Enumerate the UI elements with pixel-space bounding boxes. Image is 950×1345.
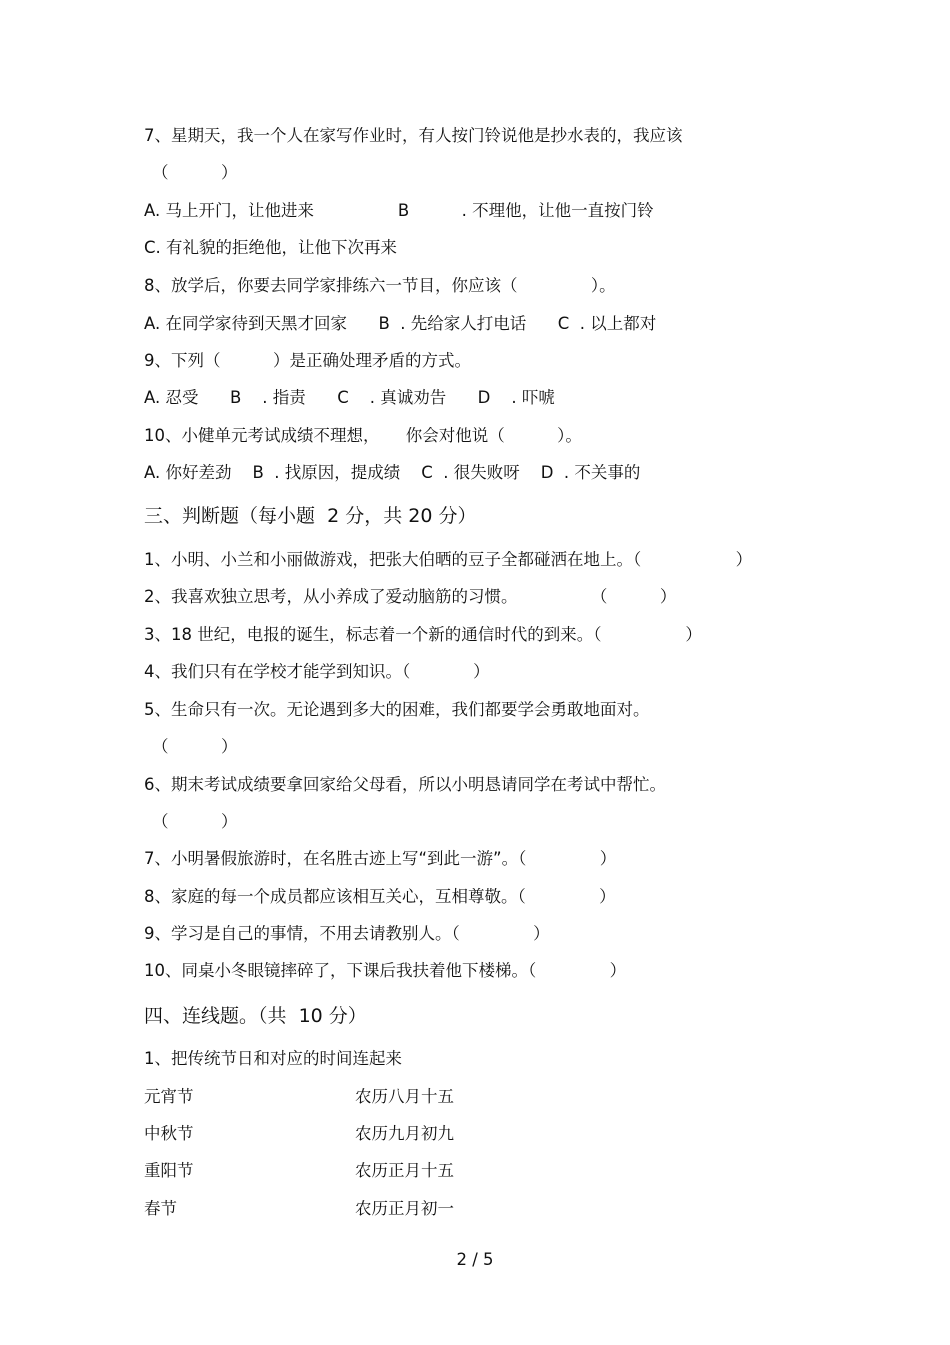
question-10-options: A. 你好差劲 B . 找原因，提成绩 C . 很失败呀 D . 不关事的 [144, 463, 641, 482]
festival-name: 元宵节 [144, 1087, 194, 1106]
question-8-options: A. 在同学家待到天黑才回家 B . 先给家人打电话 C . 以上都对 [144, 314, 657, 333]
question-7-blank: （ ） [152, 163, 238, 182]
festival-date: 农历八月十五 [355, 1087, 454, 1106]
festival-name: 重阳节 [144, 1161, 194, 1180]
judgment-item: 5、生命只有一次。无论遇到多大的困难，我们都要学会勇敢地面对。 [144, 700, 650, 719]
festival-name: 中秋节 [144, 1124, 194, 1143]
section-3-heading: 三、判断题（每小题 2 分，共 20 分） [144, 505, 477, 527]
festival-name: 春节 [144, 1199, 177, 1218]
judgment-item: 9、学习是自己的事情，不用去请教别人。（ ） [144, 924, 550, 943]
page-number: 2 / 5 [456, 1250, 494, 1269]
judgment-item: 1、小明、小兰和小丽做游戏，把张大伯晒的豆子全都碰洒在地上。（ ） [144, 550, 753, 569]
question-7-line: 7、星期天，我一个人在家写作业时，有人按门铃说他是抄水表的，我应该 [144, 126, 683, 145]
question-7-options-ab: A. 马上开门，让他进来 B . 不理他，让他一直按门铃 [144, 201, 654, 220]
question-9-options: A. 忍受 B . 指责 C . 真诚劝告 D . 吓唬 [144, 388, 555, 407]
judgment-item: 10、同桌小冬眼镜摔碎了，下课后我扶着他下楼梯。（ ） [144, 961, 627, 980]
judgment-item: 2、我喜欢独立思考，从小养成了爱动脑筋的习惯。 （ ） [144, 587, 677, 606]
judgment-item: 4、我们只有在学校才能学到知识。（ ） [144, 662, 490, 681]
judgment-item: 3、18 世纪，电报的诞生，标志着一个新的通信时代的到来。（ ） [144, 625, 702, 644]
judgment-item: 6、期末考试成绩要拿回家给父母看，所以小明恳请同学在考试中帮忙。 [144, 775, 666, 794]
judgment-item: 8、家庭的每一个成员都应该相互关心，互相尊敬。（ ） [144, 887, 616, 906]
judgment-item-blank: （ ） [152, 812, 238, 831]
festival-date: 农历正月初一 [355, 1199, 454, 1218]
judgment-item: 7、小明暑假旅游时，在名胜古迹上写“到此一游”。（ ） [144, 849, 617, 868]
question-7-option-c: C. 有礼貌的拒绝他，让他下次再来 [144, 238, 398, 257]
section-4-heading: 四、连线题。（共 10 分） [144, 1005, 367, 1027]
question-8-line: 8、放学后，你要去同学家排练六一节目，你应该（ ）。 [144, 276, 616, 295]
question-9-line: 9、下列（ ）是正确处理矛盾的方式。 [144, 351, 471, 370]
festival-date: 农历九月初九 [355, 1124, 454, 1143]
matching-question: 1、把传统节日和对应的时间连起来 [144, 1049, 402, 1068]
question-10-line: 10、小健单元考试成绩不理想， 你会对他说（ ）。 [144, 426, 582, 445]
judgment-item-blank: （ ） [152, 737, 238, 756]
festival-date: 农历正月十五 [355, 1161, 454, 1180]
